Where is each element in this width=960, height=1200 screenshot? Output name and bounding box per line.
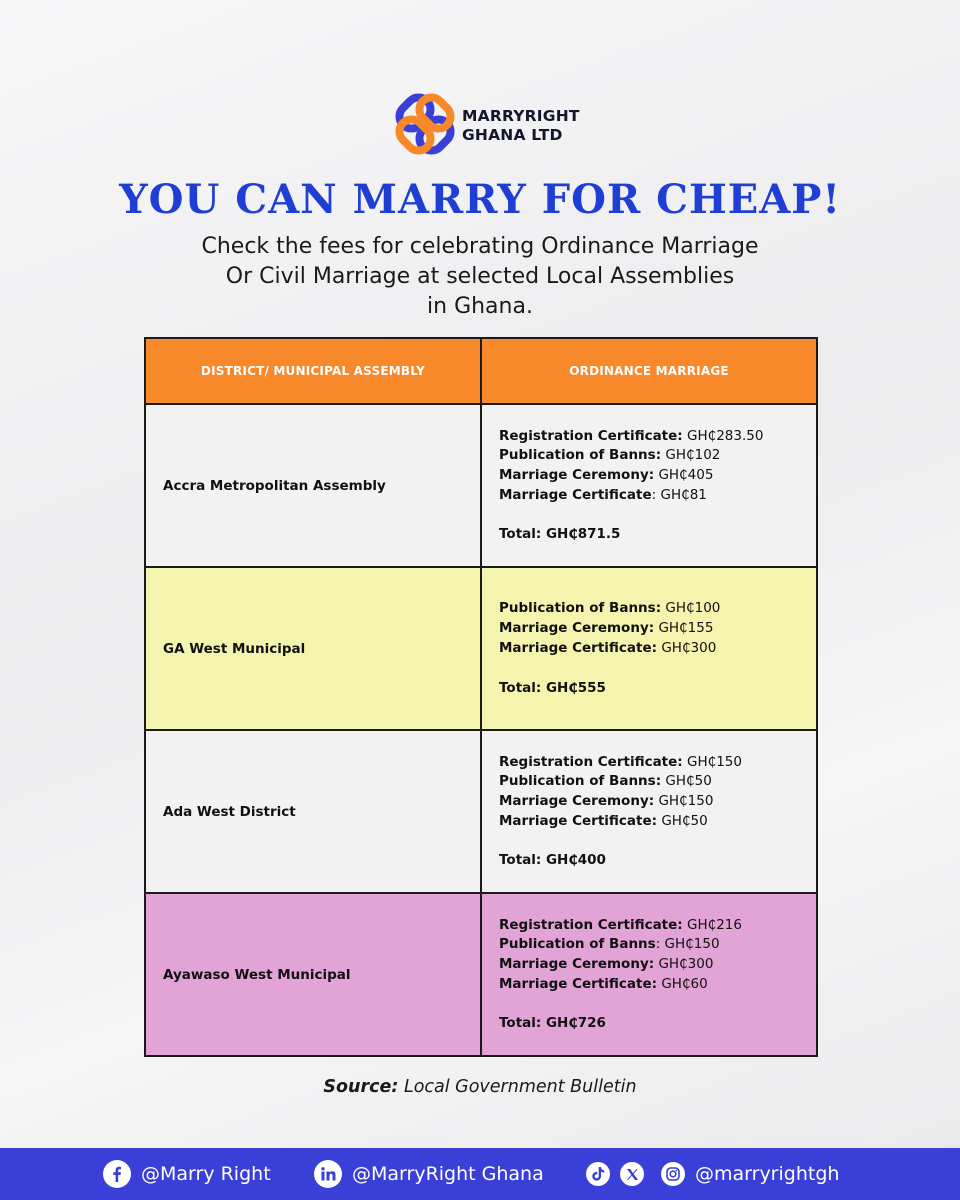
fee-item — [499, 619, 815, 639]
source-note — [0, 1077, 960, 1097]
fee-label: Marriage Certificate: — [499, 975, 658, 992]
brand-logo — [392, 92, 582, 160]
fee-value: GH₵300 — [657, 639, 717, 656]
fee-item — [499, 916, 815, 936]
subheading-line: Check the fees for celebrating Ordinance Marriage — [201, 234, 759, 259]
fee-label: Marriage Ceremony: — [499, 467, 655, 483]
linkedin-link[interactable] — [314, 1159, 544, 1189]
fee-item — [499, 486, 815, 506]
linkedin-handle: @MarryRight Ghana — [352, 1163, 544, 1185]
header-district: DISTRICT/ MUNICIPAL ASSEMBLY — [145, 338, 481, 404]
fee-value: GH₵50 — [661, 773, 712, 790]
fee-label: Marriage Certificate: — [499, 812, 658, 829]
fee-label: Marriage Ceremony: — [499, 956, 655, 972]
header-ordinance-marriage: ORDINANCE MARRIAGE — [481, 338, 817, 404]
fee-item — [499, 955, 815, 975]
fee-list — [481, 404, 817, 567]
fee-item — [499, 446, 815, 466]
fee-item — [499, 935, 815, 955]
subheading-line: Or Civil Marriage at selected Local Assemblies — [225, 264, 735, 289]
district-name: Accra Metropolitan Assembly — [145, 404, 481, 567]
subheading — [120, 232, 840, 322]
fee-label: Registration Certificate: — [499, 753, 683, 770]
fee-value: GH₵300 — [654, 956, 714, 972]
table-row — [145, 567, 817, 730]
district-name: Ayawaso West Municipal — [145, 893, 481, 1056]
facebook-link[interactable] — [103, 1159, 271, 1189]
fee-label: Publication of Banns — [499, 936, 656, 953]
fee-item — [499, 772, 815, 792]
fee-value: : GH₵81 — [651, 486, 707, 503]
fee-total: Total: GH₵871.5 — [499, 526, 621, 543]
fee-item — [499, 639, 815, 659]
social-footer — [0, 1148, 960, 1200]
tiktok-link[interactable] — [586, 1159, 610, 1189]
source-text: Local Government Bulletin — [398, 1077, 637, 1097]
fee-list — [481, 893, 817, 1056]
subheading-line: in Ghana. — [427, 294, 533, 319]
brand-name-line2: GHANA LTD — [462, 126, 563, 144]
fee-value: GH₵150 — [682, 753, 742, 770]
fee-label: Registration Certificate: — [499, 427, 683, 444]
headline: YOU CAN MARRY FOR CHEAP! — [119, 176, 841, 223]
fee-list — [481, 567, 817, 730]
table-header-row — [145, 338, 817, 404]
fee-label: Publication of Banns: — [499, 773, 662, 790]
fee-value: GH₵50 — [657, 812, 708, 829]
fees-table — [144, 337, 818, 1057]
instagram-icon — [661, 1162, 685, 1186]
fee-total: Total: GH₵726 — [499, 1015, 606, 1032]
fee-item — [499, 975, 815, 995]
fee-value: GH₵216 — [682, 916, 742, 933]
linkedin-icon — [314, 1160, 342, 1188]
fee-item — [499, 599, 815, 619]
fee-value: GH₵100 — [661, 600, 721, 617]
fee-value: GH₵150 — [654, 793, 714, 809]
tiktok-icon — [586, 1162, 610, 1186]
fee-label: Marriage Certificate — [499, 486, 652, 503]
district-name: Ada West District — [145, 730, 481, 893]
brand-name — [462, 107, 580, 145]
fee-label: Marriage Ceremony: — [499, 793, 655, 809]
fee-list — [481, 730, 817, 893]
fee-value: : GH₵150 — [655, 936, 720, 953]
brand-name-line1: MARRYRIGHT — [462, 107, 580, 125]
table-row — [145, 730, 817, 893]
fee-value: GH₵60 — [657, 975, 708, 992]
x-icon — [620, 1162, 644, 1186]
district-name: GA West Municipal — [145, 567, 481, 730]
facebook-icon — [103, 1160, 131, 1188]
fee-total: Total: GH₵555 — [499, 679, 606, 696]
fee-value: GH₵102 — [661, 447, 721, 464]
fee-item — [499, 466, 815, 486]
fee-label: Publication of Banns: — [499, 600, 662, 617]
fee-value: GH₵405 — [654, 467, 714, 483]
instagram-link[interactable] — [661, 1159, 839, 1189]
fee-label: Registration Certificate: — [499, 916, 683, 933]
fee-item — [499, 792, 815, 812]
fee-item — [499, 812, 815, 832]
fee-label: Publication of Banns: — [499, 447, 662, 464]
table-row — [145, 893, 817, 1056]
x-link[interactable] — [620, 1159, 644, 1189]
table-row — [145, 404, 817, 567]
fee-value: GH₵155 — [654, 620, 714, 637]
facebook-handle: @Marry Right — [141, 1163, 271, 1185]
fee-value: GH₵283.50 — [682, 427, 764, 444]
fee-label: Marriage Ceremony: — [499, 620, 655, 637]
fee-label: Marriage Certificate: — [499, 639, 658, 656]
fee-item — [499, 427, 815, 447]
source-label: Source: — [323, 1077, 399, 1097]
fee-item — [499, 753, 815, 773]
instagram-handle: @marryrightgh — [695, 1163, 840, 1185]
interlocked-rings-logo-icon — [392, 93, 458, 159]
fee-total: Total: GH₵400 — [499, 852, 606, 869]
